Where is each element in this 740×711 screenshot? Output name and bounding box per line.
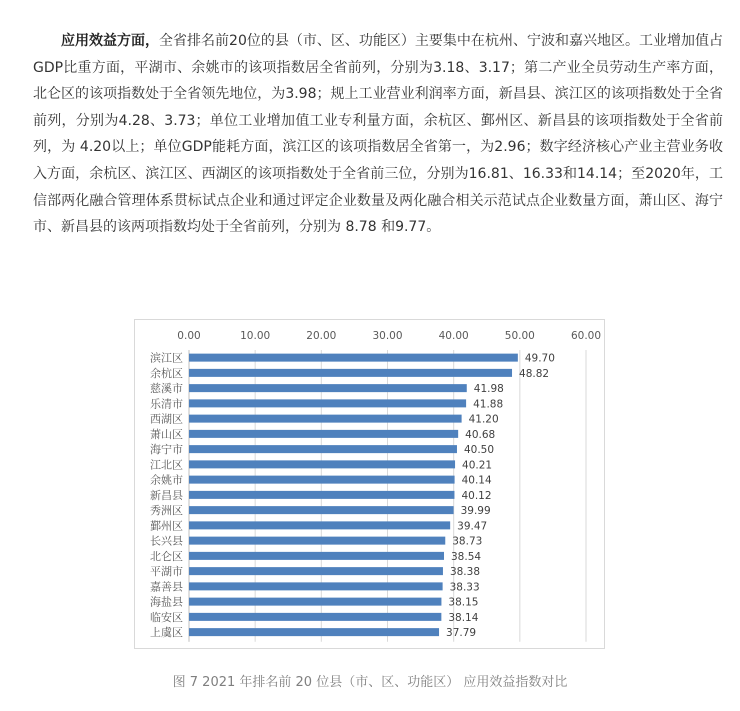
category-label: 余杭区 xyxy=(150,366,183,380)
data-label: 38.38 xyxy=(449,566,481,579)
bar-chart-canvas xyxy=(135,320,604,648)
category-label: 慈溪市 xyxy=(150,382,183,396)
data-label: 40.68 xyxy=(465,428,496,441)
data-label: 38.14 xyxy=(448,611,479,624)
data-label: 48.82 xyxy=(519,367,550,380)
category-label: 平湖市 xyxy=(150,565,183,579)
data-label: 37.79 xyxy=(446,627,477,640)
bar xyxy=(189,445,457,453)
category-label: 海宁市 xyxy=(150,443,183,457)
data-label: 49.70 xyxy=(524,352,555,365)
data-label: 38.33 xyxy=(449,581,480,594)
bar xyxy=(189,476,455,484)
bar xyxy=(189,506,454,514)
data-label: 41.20 xyxy=(468,413,499,426)
article-body: 全省排名前20位的县（市、区、功能区）主要集中在杭州、宁波和嘉兴地区。工业增加值占GDP比重方面，平湖市、余姚市的该项指数居全省前列，分别为3.18、3.17；第二产业全员劳动生产率方面，北仑区的该项指数处于全省领先地位，为3.98；规上工业营业利润率方面，新昌县、滨江区的该项指数处于全省前列，分别为4.28、3.73；单位工业增加值工业专利量方面，余杭区、鄞州区、新昌县的该项指数处于全省前列，为 4.20以上；单位GDP能耗方面，滨江区的该项指数居全省第一，为2.96；数字经济核心产业主营业务收入方面，余杭区、滨江区、西湖区的该项指数处于全省前三位，分别为16.81、16.33和14.14；至2020年，工信部两化融合管理体系贯标试点企业和通过评定企业数量及两化融合相关示范试点企业数量方面，萧山区、海宁市、新昌县的该两项指数均处于全省前列，分别为 8.78 和9.77。 xyxy=(33,33,724,236)
category-label: 西湖区 xyxy=(150,412,183,426)
bar xyxy=(189,415,462,423)
category-label: 乐清市 xyxy=(150,397,183,411)
data-label: 40.50 xyxy=(463,444,495,457)
x-tick-label: 60.00 xyxy=(570,330,602,342)
category-label: 嘉善县 xyxy=(150,580,183,594)
category-label: 长兴县 xyxy=(150,534,183,548)
bar xyxy=(189,613,441,621)
category-label: 秀洲区 xyxy=(150,504,183,518)
category-label: 萧山区 xyxy=(150,427,183,441)
article-lead: 应用效益方面， xyxy=(61,33,160,49)
bar xyxy=(189,399,466,407)
bar xyxy=(189,430,458,438)
article-text xyxy=(33,28,723,241)
bar xyxy=(189,628,439,636)
data-label: 40.12 xyxy=(461,489,492,502)
data-label: 38.54 xyxy=(451,550,482,563)
bar xyxy=(189,369,512,377)
x-tick-label: 10.00 xyxy=(240,330,271,342)
category-label: 余姚市 xyxy=(150,473,183,487)
data-label: 41.88 xyxy=(473,398,504,411)
category-label: 江北区 xyxy=(150,458,183,472)
x-tick-label: 0.00 xyxy=(177,330,201,342)
bar xyxy=(189,491,454,499)
data-label: 40.21 xyxy=(462,459,493,472)
category-label: 临安区 xyxy=(150,610,183,624)
data-label: 39.47 xyxy=(457,520,488,533)
bar xyxy=(189,384,467,392)
bar-chart xyxy=(134,319,605,649)
category-label: 新昌县 xyxy=(150,488,183,502)
bar xyxy=(189,552,444,560)
category-label: 滨江区 xyxy=(150,351,183,365)
data-label: 41.98 xyxy=(473,383,504,396)
bar xyxy=(189,567,443,575)
figure-caption: 图 7 2021 年排名前 20 位县（市、区、功能区） 应用效益指数对比 xyxy=(172,675,568,690)
x-tick-label: 40.00 xyxy=(438,330,469,342)
category-label: 北仑区 xyxy=(150,549,183,563)
bar xyxy=(189,354,518,362)
x-tick-label: 50.00 xyxy=(504,330,535,342)
bar xyxy=(189,582,443,590)
bar xyxy=(189,460,455,468)
x-tick-label: 30.00 xyxy=(372,330,403,342)
category-label: 鄞州区 xyxy=(150,519,183,533)
category-label: 海盐县 xyxy=(150,595,183,609)
bar xyxy=(189,537,445,545)
article-paragraph xyxy=(33,28,723,241)
data-label: 39.99 xyxy=(460,505,491,518)
bar xyxy=(189,598,441,606)
data-label: 38.73 xyxy=(452,535,483,548)
data-label: 40.14 xyxy=(461,474,492,487)
bar xyxy=(189,521,450,529)
x-tick-label: 20.00 xyxy=(306,330,337,342)
data-label: 38.15 xyxy=(448,596,479,609)
category-label: 上虞区 xyxy=(150,626,183,640)
